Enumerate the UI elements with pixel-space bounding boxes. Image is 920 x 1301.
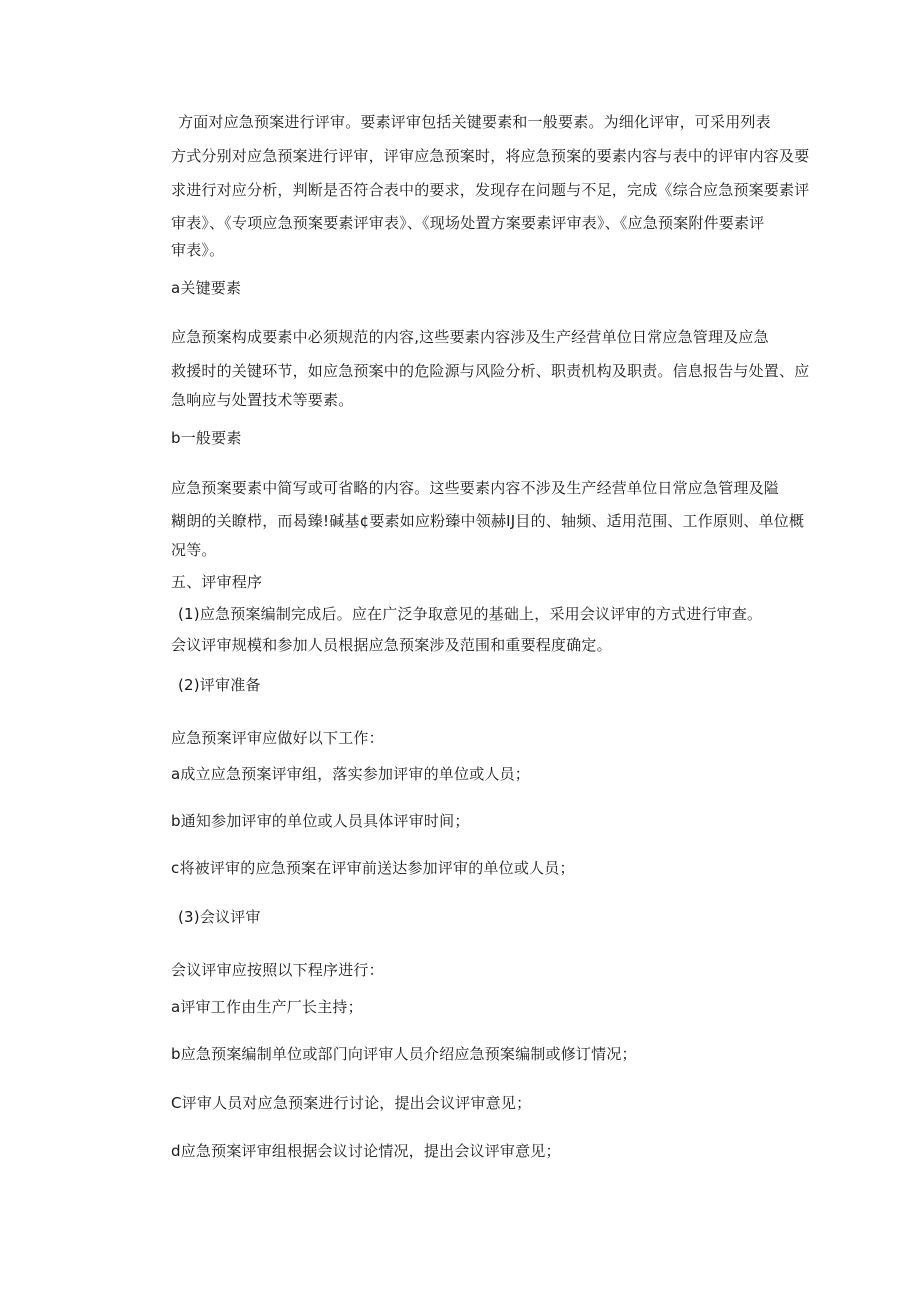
section5-item2-intro: 应急预案评审应做好以下工作： bbox=[171, 729, 384, 747]
intro-line-2: 方式分别对应急预案进行评审，评审应急预案时，将应急预案的要素内容与表中的评审内容及要 bbox=[171, 147, 810, 165]
section5-item3-point-a: a评审工作由生产厂长主持； bbox=[171, 998, 363, 1016]
section5-item2-point-b: b通知参加评审的单位或人员具体评审时间； bbox=[171, 812, 470, 830]
key-elements-heading: a关键要素 bbox=[171, 279, 242, 297]
section5-item2-point-c: c将被评审的应急预案在评审前送达参加评审的单位或人员； bbox=[171, 859, 575, 877]
key-elements-line-2: 救援时的关键环节，如应急预案中的危险源与风险分析、职责机构及职责。信息报告与处置、应 bbox=[171, 362, 810, 380]
section5-item3-point-c: C评审人员对应急预案进行讨论，提出会议评审意见； bbox=[171, 1094, 532, 1112]
key-elements-line-1: 应急预案构成要素中必须规范的内容,这些要素内容涉及生产经营单位日常应急管理及应急 bbox=[171, 328, 769, 346]
general-elements-line-3: 况等。 bbox=[171, 541, 217, 559]
intro-line-5: 审表》。 bbox=[171, 241, 225, 259]
section5-item1-line-1: (1)应急预案编制完成后。应在广泛争取意见的基础上，采用会议评审的方式进行审查。 bbox=[178, 605, 763, 623]
general-elements-line-2: 糊朗的关瞭栉，而曷臻!碱基¢要素如应粉臻中领赫IJ目的、轴频、适用范围、工作原则、单位概 bbox=[171, 512, 805, 530]
key-elements-line-3: 急响应与处置技术等要素。 bbox=[171, 391, 354, 409]
intro-line-3: 求进行对应分析，判断是否符合表中的要求，发现存在问题与不足，完成《综合应急预案要素评 bbox=[171, 181, 810, 199]
section5-heading: 五、评审程序 bbox=[171, 573, 263, 591]
section5-item3-intro: 会议评审应按照以下程序进行： bbox=[171, 961, 384, 979]
general-elements-heading: b一般要素 bbox=[171, 429, 242, 447]
section5-item3-point-b: b应急预案编制单位或部门向评审人员介绍应急预案编制或修订情况； bbox=[171, 1045, 637, 1063]
general-elements-line-1: 应急预案要素中简写或可省略的内容。这些要素内容不涉及生产经营单位日常应急管理及隘 bbox=[171, 479, 780, 497]
intro-line-4: 审表》、《专项应急预案要素评审表》、《现场处置方案要素评审表》、《应急预案附件要素评 bbox=[171, 214, 765, 232]
intro-line-1: 方面对应急预案进行评审。要素评审包括关键要素和一般要素。为细化评审，可采用列表 bbox=[178, 113, 771, 131]
section5-item3-heading: (3)会议评审 bbox=[178, 908, 261, 926]
section5-item1-line-2: 会议评审规模和参加人员根据应急预案涉及范围和重要程度确定。 bbox=[171, 636, 612, 654]
section5-item3-point-d: d应急预案评审组根据会议讨论情况，提出会议评审意见； bbox=[171, 1142, 561, 1160]
section5-item2-heading: (2)评审准备 bbox=[178, 676, 261, 694]
section5-item2-point-a: a成立应急预案评审组，落实参加评审的单位或人员； bbox=[171, 765, 530, 783]
